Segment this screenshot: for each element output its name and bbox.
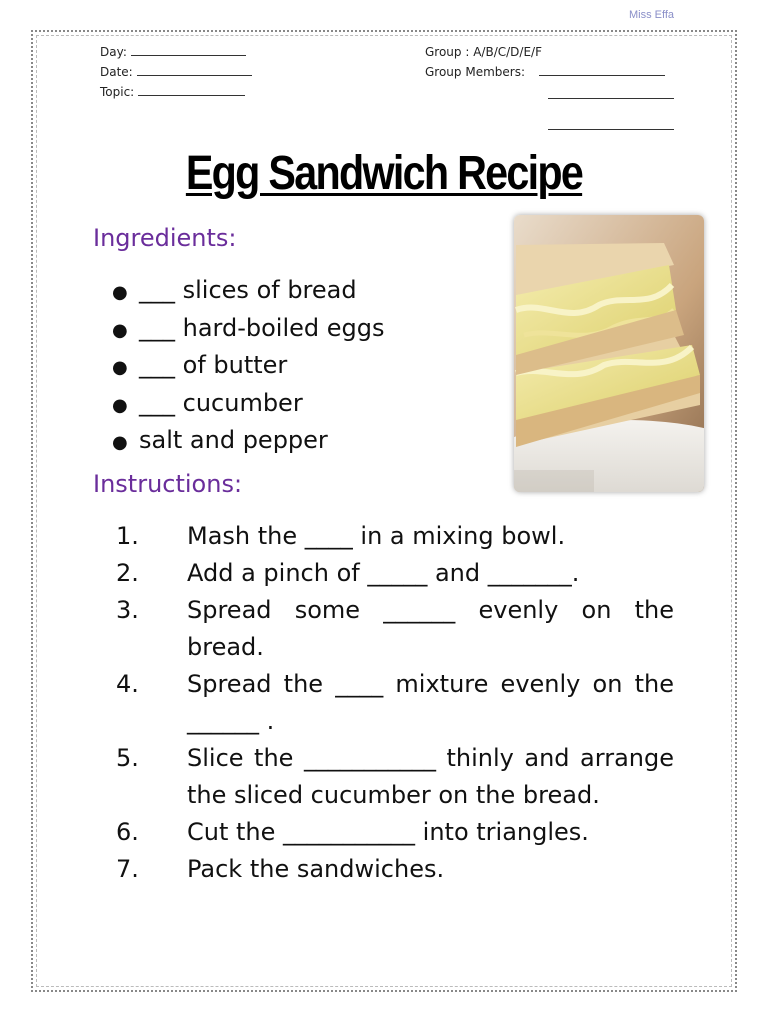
day-row [100, 42, 252, 62]
list-item [116, 518, 674, 555]
step-text: Cut the ___________ into triangles. [187, 818, 589, 846]
student-info [100, 42, 252, 102]
ingredient-text: ___ slices of bread [139, 276, 357, 304]
list-item [112, 422, 385, 460]
ingredients-heading: Ingredients: [93, 224, 237, 252]
step-text: Mash the ____ in a mixing bowl. [187, 522, 566, 550]
topic-blank[interactable] [138, 84, 245, 96]
step-text: Spread the ____ mixture evenly on the ______ . [187, 670, 674, 735]
list-item [116, 555, 674, 592]
ingredient-text: ___ of butter [139, 351, 288, 379]
group-info [425, 42, 665, 82]
egg-sandwich-photo [514, 215, 704, 492]
day-blank[interactable] [131, 44, 246, 56]
list-item [116, 740, 674, 814]
step-number: 2. [116, 559, 139, 587]
ingredient-text: ___ cucumber [139, 388, 303, 417]
step-number: 3. [116, 596, 139, 624]
member-blank-2[interactable] [548, 97, 674, 99]
list-item [112, 272, 385, 310]
bullet-icon: ● [112, 394, 128, 416]
list-item [116, 592, 674, 666]
group-label: Group : A/B/C/D/E/F [425, 45, 542, 59]
author-name: Miss Effa [628, 9, 674, 21]
ingredient-text: salt and pepper [139, 426, 328, 454]
topic-row [100, 82, 252, 102]
step-number: 5. [116, 744, 139, 772]
step-text: Pack the sandwiches. [187, 855, 445, 883]
day-label: Day: [100, 45, 127, 59]
members-row [425, 62, 665, 82]
date-label: Date: [100, 65, 133, 79]
page-title [54, 146, 714, 201]
bullet-icon: ● [112, 432, 128, 453]
group-row [425, 42, 665, 62]
member-blank-3[interactable] [548, 128, 674, 130]
list-item [116, 814, 674, 851]
step-text: Add a pinch of _____ and _______. [187, 559, 580, 587]
instructions-list [116, 518, 674, 888]
title-text: Egg Sandwich Recipe [185, 147, 583, 200]
date-row [100, 62, 252, 82]
step-text: Spread some ______ evenly on the bread. [187, 596, 674, 661]
members-label: Group Members: [425, 65, 526, 79]
ingredients-list [112, 272, 385, 460]
list-item [112, 385, 385, 423]
bullet-icon: ● [112, 357, 128, 378]
step-text: Slice the ___________ thinly and arrange the sliced cucumber on the bread. [187, 744, 674, 809]
member-blank-1[interactable] [539, 64, 665, 76]
step-number: 4. [116, 670, 139, 698]
list-item [112, 347, 385, 385]
instructions-heading: Instructions: [93, 470, 243, 498]
bullet-icon: ● [112, 319, 128, 341]
step-number: 1. [116, 522, 139, 550]
date-blank[interactable] [137, 64, 252, 76]
step-number: 7. [116, 855, 139, 883]
list-item [116, 666, 674, 740]
step-number: 6. [116, 818, 139, 846]
topic-label: Topic: [100, 85, 135, 99]
ingredient-text: ___ hard-boiled eggs [139, 313, 385, 342]
list-item [112, 310, 385, 348]
bullet-icon: ● [112, 282, 128, 303]
list-item [116, 851, 674, 888]
